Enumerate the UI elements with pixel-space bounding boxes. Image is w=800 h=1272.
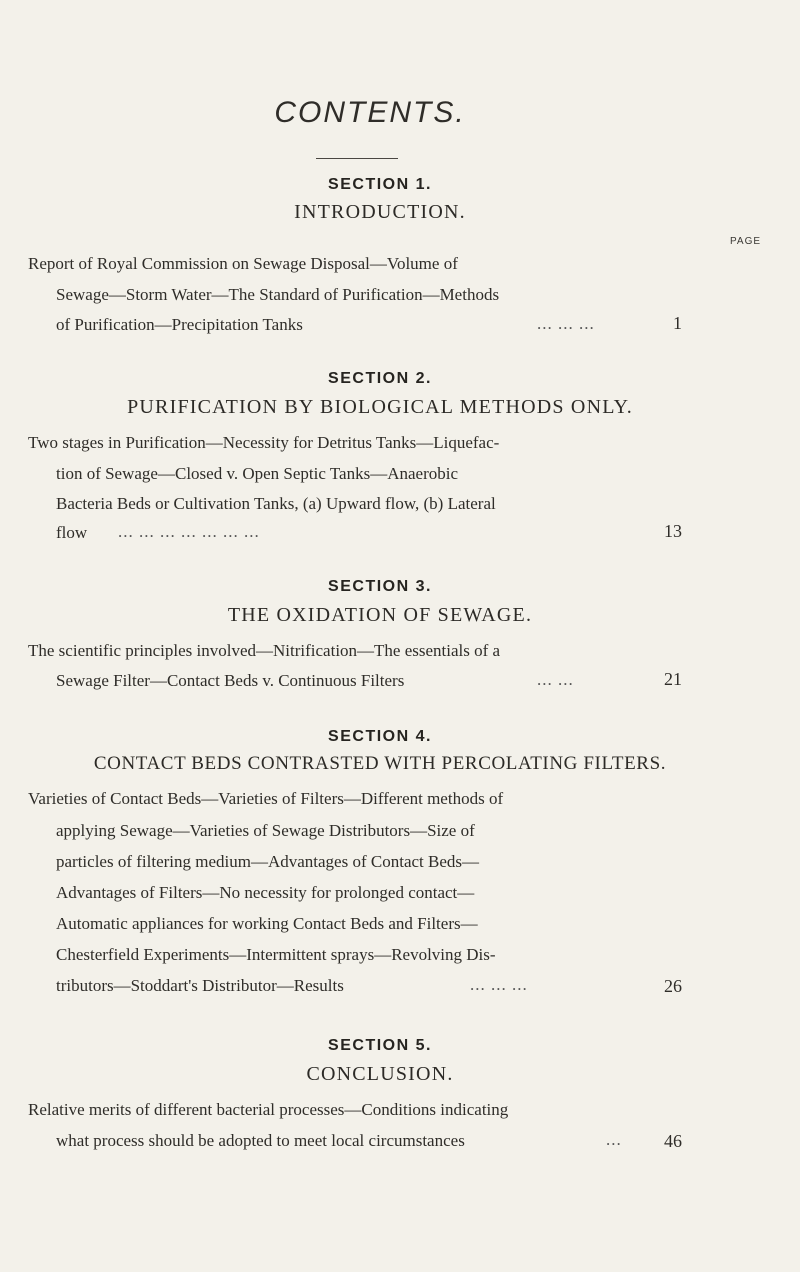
page-number: 21	[664, 669, 682, 689]
entry-line: Sewage Filter—Contact Beds v. Continuous Filters	[56, 671, 405, 690]
leader-dots: ... ... ... ... ... ... ...	[118, 522, 260, 541]
entry-line: Relative merits of different bacterial processes—Conditions indicating	[28, 1100, 509, 1119]
leader-dots: ... ... ...	[537, 314, 595, 333]
entry-line: Varieties of Contact Beds—Varieties of Filters—Different methods of	[28, 789, 504, 808]
section-4-title: CONTACT BEDS CONTRASTED WITH PERCOLATING FILTERS.	[93, 753, 667, 774]
entry-line: The scientific principles involved—Nitrification—The essentials of a	[28, 641, 501, 660]
section-4-heading: SECTION 4.	[328, 728, 432, 745]
page-title: CONTENTS.	[274, 96, 466, 129]
entry-line: Two stages in Purification—Necessity for Detritus Tanks—Liquefac-	[28, 433, 500, 452]
section-5-heading: SECTION 5.	[328, 1037, 432, 1054]
section-5-title: CONCLUSION.	[306, 1063, 454, 1085]
entry-line: particles of filtering medium—Advantages of Contact Beds—	[56, 852, 480, 871]
entry-line: Bacteria Beds or Cultivation Tanks, (a) Upward flow, (b) Lateral	[56, 494, 496, 513]
title-rule	[316, 158, 398, 159]
section-2-heading: SECTION 2.	[328, 370, 432, 387]
section-1-heading: SECTION 1.	[328, 176, 432, 193]
page-number: 13	[664, 521, 682, 541]
page-number: 26	[664, 976, 682, 996]
section-1-title: INTRODUCTION.	[294, 201, 466, 223]
entry-line: flow	[56, 523, 88, 542]
leader-dots: ... ...	[537, 670, 574, 689]
page-number: 46	[664, 1131, 682, 1151]
section-3-title: THE OXIDATION OF SEWAGE.	[227, 604, 533, 626]
leader-dots: ... ... ...	[470, 975, 528, 994]
entry-line: of Purification—Precipitation Tanks	[56, 315, 303, 334]
entry-line: Advantages of Filters—No necessity for prolonged contact—	[56, 883, 475, 902]
page-column-label: PAGE	[730, 236, 762, 247]
page-number: 1	[673, 313, 682, 333]
entry-line: tributors—Stoddart's Distributor—Results	[56, 976, 344, 995]
entry-line: Chesterfield Experiments—Intermittent sprays—Revolving Dis-	[56, 945, 496, 964]
entry-line: applying Sewage—Varieties of Sewage Distributors—Size of	[56, 821, 475, 840]
entry-line: tion of Sewage—Closed v. Open Septic Tanks—Anaerobic	[56, 464, 459, 483]
section-2-title: PURIFICATION BY BIOLOGICAL METHODS ONLY.	[127, 396, 633, 418]
entry-line: Report of Royal Commission on Sewage Disposal—Volume of	[28, 254, 458, 273]
leader-dots: ...	[606, 1130, 622, 1149]
section-3-heading: SECTION 3.	[328, 578, 432, 595]
entry-line: Sewage—Storm Water—The Standard of Purification—Methods	[56, 285, 500, 304]
entry-line: Automatic appliances for working Contact Beds and Filters—	[56, 914, 478, 933]
entry-line: what process should be adopted to meet local circumstances	[56, 1131, 465, 1150]
